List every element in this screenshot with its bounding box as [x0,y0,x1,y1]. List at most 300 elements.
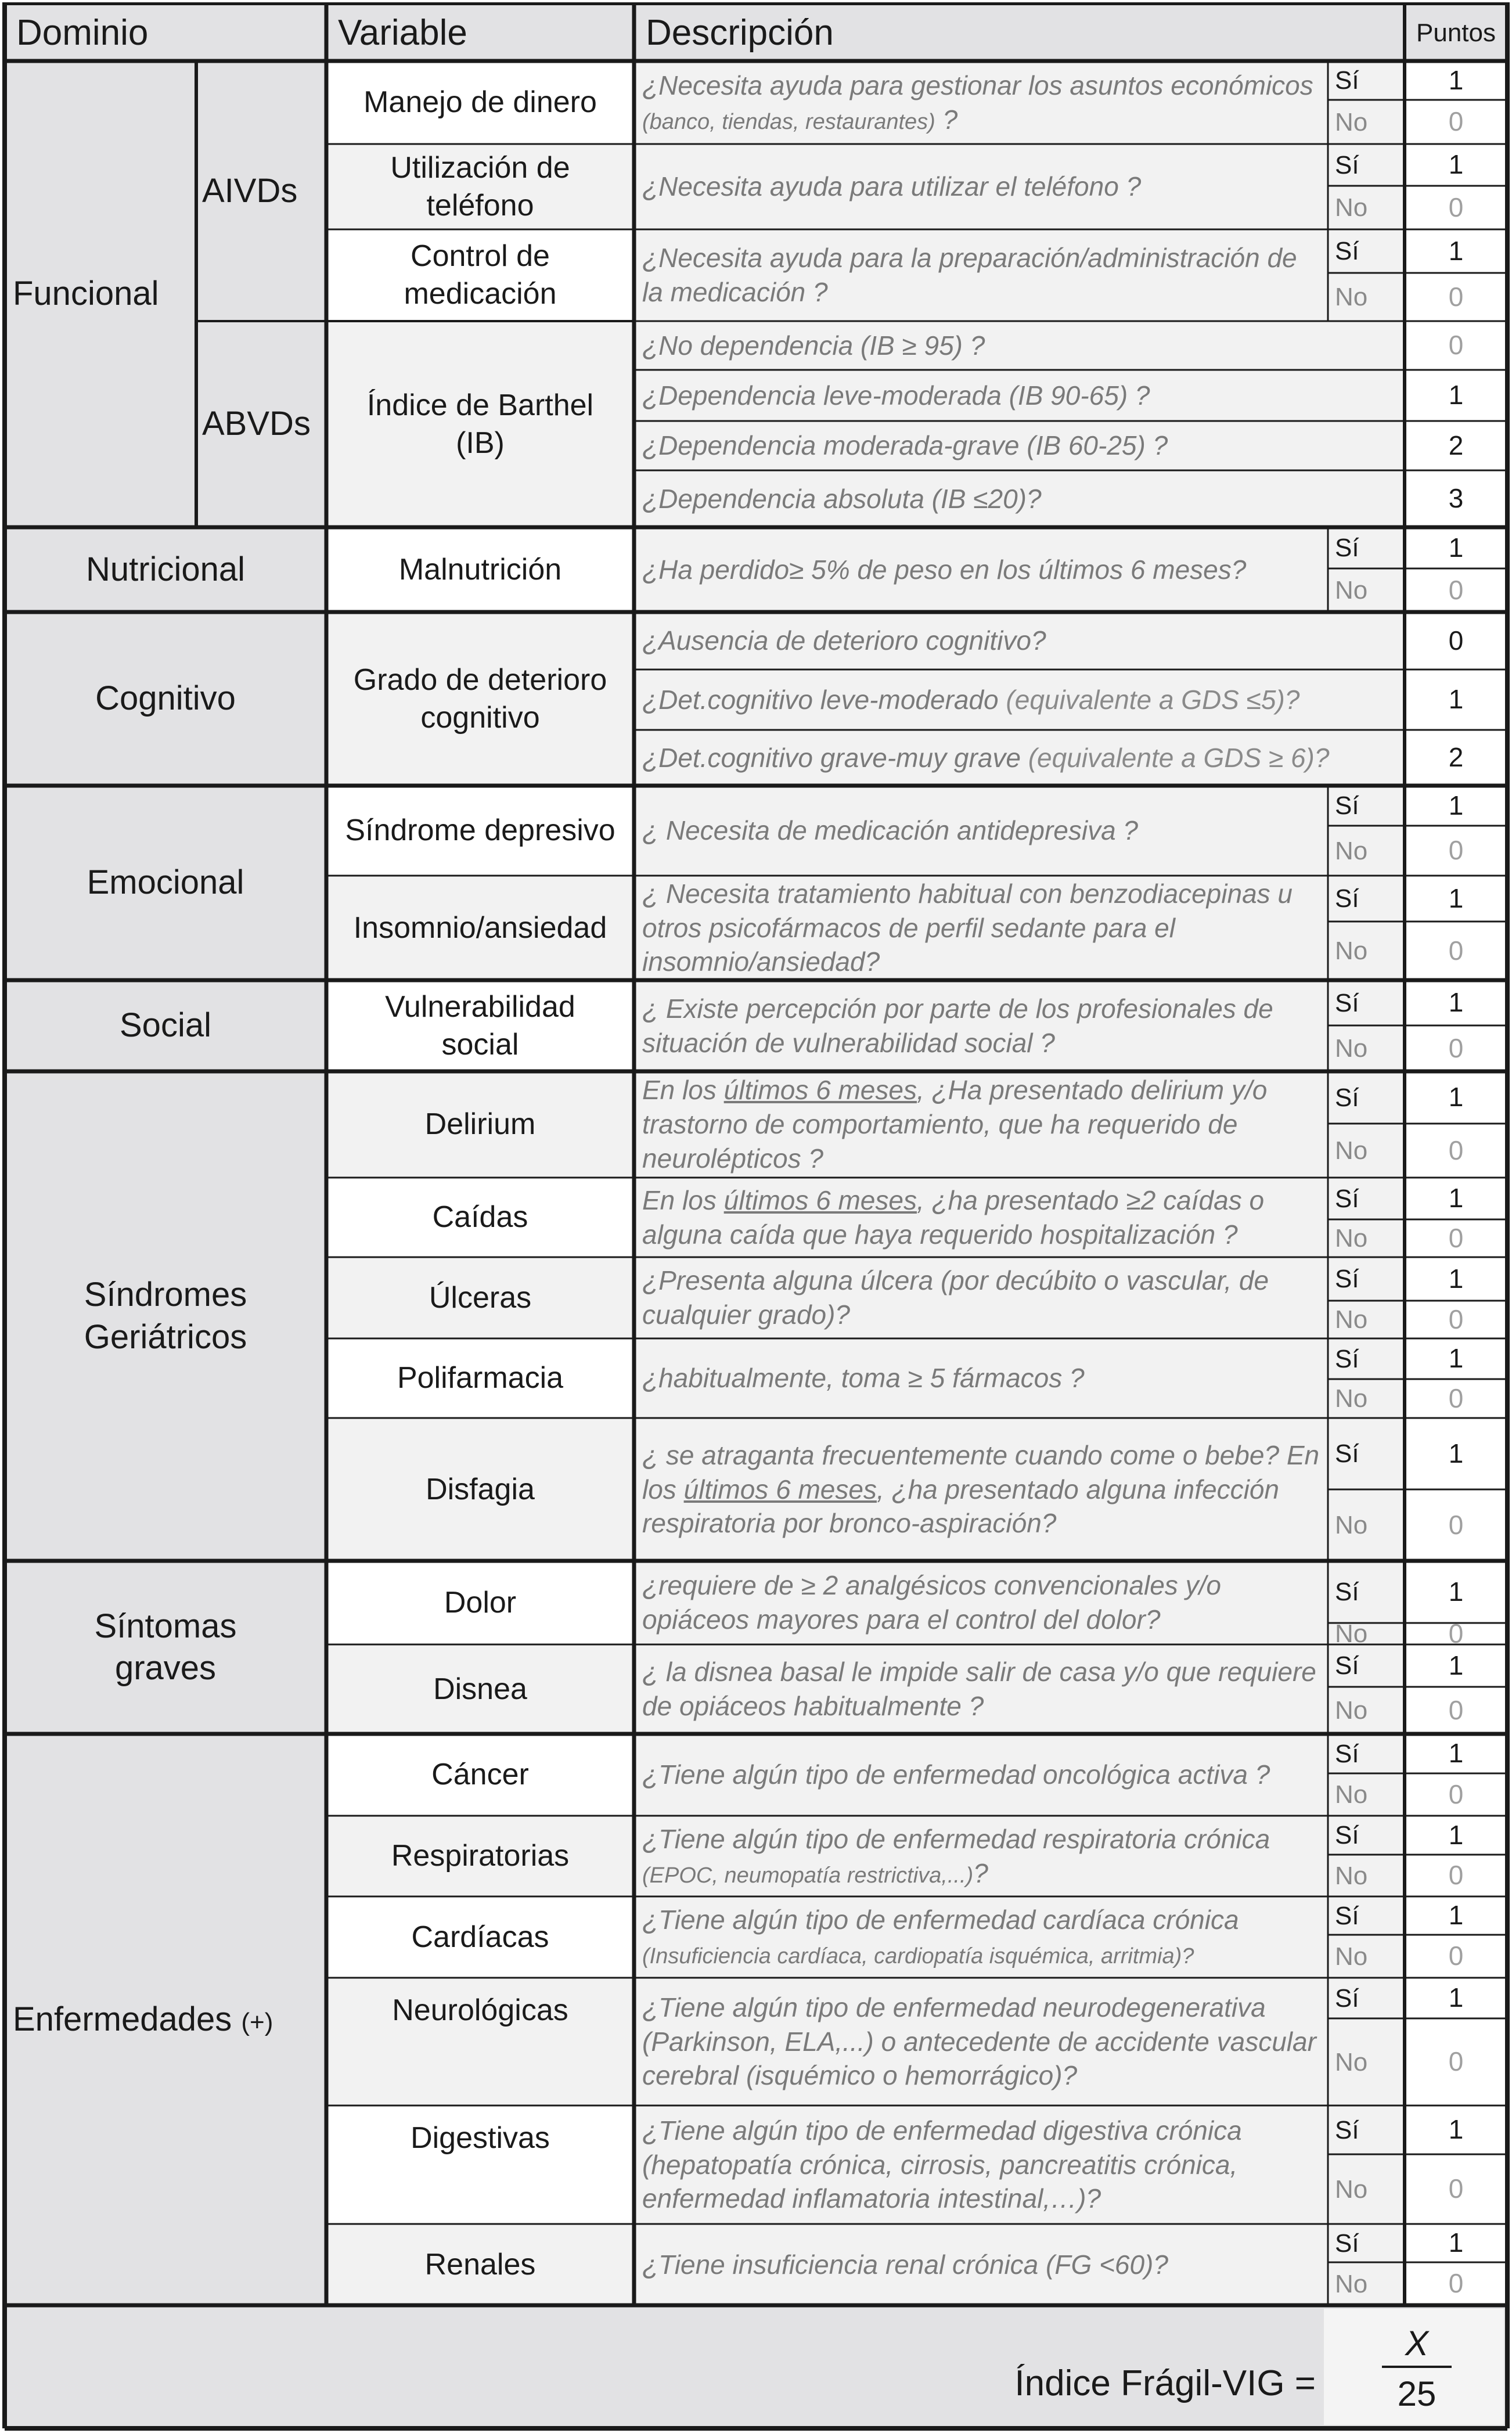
points-no-delirium-text: 0 [1448,1135,1464,1165]
description-polifarmacia [634,1338,1328,1418]
no-label-cancer [1328,1773,1405,1816]
description-ulceras [634,1257,1328,1338]
yes-label-ulceras [1328,1257,1405,1301]
points-yes-polifarmacia-text: 1 [1448,1343,1464,1374]
points-no-polifarmacia-text: 0 [1448,1383,1464,1413]
desc-ib3: ¿Dependencia absoluta (IB ≤20)? [642,483,1042,514]
points-ib2 [1405,421,1507,470]
yes-label-resp-text: Sí [1335,1821,1359,1849]
fraction-numerator [1382,2320,1452,2366]
desc-delirium-b: , ¿Ha presentado delirium y/o trastorno de comportamiento, que ha requerido de neurolépticos ? [642,1075,1268,1174]
desc-digestivas: ¿Tiene algún tipo de enfermedad digestiva crónica (hepatopatía crónica, cirrosis, pancreatitis crónica, enfermedad inflamatoria intestinal,…)? [642,2115,1242,2214]
variable-depresivo-text: Síndrome depresivo [345,814,615,847]
header-variable-text: Variable [338,12,467,53]
points-no-cancer-text: 0 [1448,1779,1464,1809]
no-label-renal [1328,2262,1405,2305]
variable-ulceras-text: Úlceras [429,1280,532,1315]
domain-enfermedades-text: Enfermedades [13,2000,232,2038]
desc-card-b: (Insuficiencia cardíaca, cardiopatía isquémica, arritmia)? [642,1944,1194,1968]
variable-delirium [326,1071,634,1178]
no-label-disfagia [1328,1489,1405,1561]
no-label-antidepresiva-text: No [1335,836,1368,865]
desc-polifarmacia: ¿habitualmente, toma ≥ 5 fármacos ? [642,1363,1085,1394]
variable-telefono-text: Utilización de teléfono [390,150,570,222]
header-descripcion-text: Descripción [646,12,834,53]
points-yes-digestivas-text: 1 [1448,2114,1464,2145]
points-no-resp [1405,1855,1507,1896]
domain-sintomas [5,1561,326,1734]
points-no-caidas-text: 0 [1448,1222,1464,1253]
description-cancer [634,1734,1328,1816]
variable-renales-text: Renales [424,2247,536,2281]
points-no-dolor [1405,1618,1507,1649]
no-label-digestivas-text: No [1335,2175,1368,2204]
points-no-dinero [1405,100,1507,144]
variable-polifarmacia [326,1338,634,1418]
desc-disnea: ¿ la disnea basal le impide salir de casa y/o que requiere de opiáceos habitualmente ? [642,1657,1316,1721]
no-label-telefono [1328,186,1405,229]
header-descripcion [634,5,1405,61]
description-disnea [634,1644,1328,1734]
points-no-medicacion [1405,273,1507,321]
points-yes-delirium [1405,1071,1507,1124]
desc-neuro: ¿Tiene algún tipo de enfermedad neurodegenerativa (Parkinson, ELA,...) o antecedente de accidente vascular cerebral (isquémico o hemorrágico)? [642,1992,1316,2091]
points-yes-dinero [1405,61,1507,100]
points-yes-medicacion [1405,229,1507,273]
variable-medicacion [326,229,634,321]
desc-antidepresiva: ¿ Necesita de medicación antidepresiva ? [642,815,1139,846]
desc-caidas-b: , ¿ha presentado ≥2 caídas o alguna caída que haya requerido hospitalización ? [642,1185,1265,1250]
no-label-resp [1328,1855,1405,1896]
points-no-disnea [1405,1687,1507,1734]
variable-disfagia-text: Disfagia [426,1472,535,1506]
yes-label-polifarmacia [1328,1338,1405,1379]
domain-social [5,980,326,1071]
variable-cancer-text: Cáncer [431,1758,529,1791]
variable-medicacion-text: Control de medicación [404,239,557,311]
points-yes-cancer-text: 1 [1448,1738,1464,1769]
yes-label-disnea [1328,1644,1405,1687]
points-cog2-text: 2 [1448,742,1464,773]
variable-vulnerabilidad-text: Vulnerabilidad social [385,989,575,1061]
points-no-renal-text: 0 [1448,2268,1464,2299]
points-yes-renal [1405,2224,1507,2262]
description-disfagia [634,1418,1328,1561]
yes-label-antidepresiva-text: Sí [1335,791,1359,820]
variable-telefono [326,144,634,229]
points-no-digestivas-text: 0 [1448,2173,1464,2204]
variable-neurologicas-text: Neurológicas [392,1993,568,2027]
desc-benzo: ¿ Necesita tratamiento habitual con benzodiacepinas u otros psicofármacos de perfil sedante para el insomnio/ansiedad? [642,878,1293,977]
desc-cog0: ¿Ausencia de deterioro cognitivo? [642,625,1046,656]
desc-dinero-b: (banco, tiendas, restaurantes) [642,109,935,134]
description-antidepresiva [634,786,1328,876]
points-no-social-text: 0 [1448,1032,1464,1063]
yes-label-disfagia-text: Sí [1335,1439,1359,1468]
yes-label-disfagia [1328,1418,1405,1489]
points-no-medicacion-text: 0 [1448,281,1464,312]
variable-cancer [326,1734,634,1816]
points-yes-dinero-text: 1 [1448,64,1464,95]
desc-ib1: ¿Dependencia leve-moderada (IB 90-65) ? [642,380,1150,411]
footer-label [871,2340,1324,2427]
yes-label-renal-text: Sí [1335,2229,1359,2258]
points-yes-ulceras-text: 1 [1448,1263,1464,1294]
yes-label-caidas-text: Sí [1335,1184,1359,1213]
points-no-antidepresiva [1405,826,1507,876]
points-yes-peso [1405,527,1507,568]
no-label-neuro [1328,2018,1405,2106]
yes-label-medicacion-text: Sí [1335,237,1359,265]
description-social [634,980,1328,1071]
no-label-caidas-text: No [1335,1224,1368,1253]
variable-disnea-text: Disnea [433,1672,527,1706]
desc-cog2a: ¿Det.cognitivo grave-muy grave [642,742,1021,773]
desc-caidas-a: En los [642,1185,717,1215]
desc-disfagia-b: , ¿ha presentado alguna infección respiratoria por bronco-aspiración? [642,1474,1279,1539]
variable-dolor-text: Dolor [444,1585,517,1619]
variable-polifarmacia-text: Polifarmacia [397,1361,564,1395]
no-label-dolor [1328,1619,1405,1648]
points-yes-social-text: 1 [1448,987,1464,1018]
description-cog1 [634,670,1405,730]
points-no-telefono-text: 0 [1448,192,1464,222]
yes-label-resp [1328,1816,1405,1855]
description-renal [634,2224,1328,2305]
desc-disfagia-u: últimos 6 meses [683,1474,877,1505]
points-yes-card [1405,1896,1507,1935]
description-neuro [634,1978,1328,2106]
no-label-peso [1328,568,1405,612]
no-label-medicacion [1328,273,1405,321]
domain-emocional [5,786,326,980]
points-yes-dolor-text: 1 [1448,1576,1464,1607]
variable-renales [326,2224,634,2305]
variable-digestivas-text: Digestivas [411,2121,550,2155]
yes-label-caidas [1328,1178,1405,1219]
description-ib2 [634,421,1405,470]
points-no-digestivas [1405,2154,1507,2224]
description-digestivas [634,2106,1328,2224]
points-no-cancer [1405,1773,1507,1816]
variable-dolor [326,1561,634,1644]
description-dolor [634,1561,1328,1644]
points-no-benzo [1405,922,1507,980]
yes-label-telefono [1328,144,1405,186]
yes-label-telefono-text: Sí [1335,150,1359,179]
points-cog1-text: 1 [1448,684,1464,715]
description-ib3 [634,470,1405,527]
yes-label-polifarmacia-text: Sí [1335,1344,1359,1373]
no-label-dinero-text: No [1335,107,1368,136]
points-no-caidas [1405,1219,1507,1257]
variable-dinero [326,61,634,144]
denominator-text: 25 [1397,2374,1437,2413]
no-label-polifarmacia [1328,1379,1405,1418]
yes-label-renal [1328,2224,1405,2262]
points-ib2-text: 2 [1448,430,1464,460]
points-ib0-text: 0 [1448,330,1464,361]
points-yes-peso-text: 1 [1448,532,1464,563]
points-no-card-text: 0 [1448,1941,1464,1971]
points-ib0 [1405,321,1507,370]
points-no-telefono [1405,186,1507,229]
desc-ib0: ¿No dependencia (IB ≥ 95) ? [642,330,985,361]
desc-dolor: ¿requiere de ≥ 2 analgésicos convencionales y/o opiáceos mayores para el control del dolor? [642,1570,1221,1635]
no-label-dinero [1328,100,1405,144]
points-yes-social [1405,980,1507,1025]
description-telefono [634,144,1328,229]
no-label-resp-text: No [1335,1861,1368,1890]
no-label-disnea-text: No [1335,1696,1368,1725]
header-dominio-text: Dominio [16,12,149,53]
yes-label-social [1328,980,1405,1025]
yes-label-delirium [1328,1071,1405,1124]
yes-label-cancer [1328,1734,1405,1773]
yes-label-benzo-text: Sí [1335,884,1359,913]
desc-cancer: ¿Tiene algún tipo de enfermedad oncológica activa ? [642,1759,1270,1790]
fraction-denominator [1365,2369,1469,2418]
desc-peso: ¿Ha perdido≥ 5% de peso en los últimos 6 meses? [642,554,1247,585]
no-label-benzo-text: No [1335,937,1368,965]
description-cog0 [634,612,1405,670]
variable-delirium-text: Delirium [424,1107,536,1141]
points-no-polifarmacia [1405,1379,1507,1418]
variable-barthel-text: Índice de Barthel (IB) [366,388,594,460]
domain-nutricional-text: Nutricional [86,550,245,588]
points-yes-telefono [1405,144,1507,186]
yes-label-card-text: Sí [1335,1901,1359,1930]
points-yes-digestivas [1405,2106,1507,2154]
variable-vulnerabilidad [326,980,634,1071]
points-yes-dolor [1405,1561,1507,1623]
points-ib3-text: 3 [1448,483,1464,514]
no-label-disnea [1328,1687,1405,1734]
header-variable [326,5,634,61]
domain-sintomas-text: Síntomas graves [94,1607,237,1687]
header-puntos [1405,5,1507,61]
variable-cardiacas-text: Cardíacas [411,1920,549,1954]
yes-label-cancer-text: Sí [1335,1739,1359,1768]
domain-funcional [5,61,196,527]
no-label-dolor-text: No [1335,1619,1368,1648]
points-yes-resp [1405,1816,1507,1855]
footer-label-text: Índice Frágil-VIG = [1014,2363,1316,2404]
description-ib0 [634,321,1405,370]
no-label-card-text: No [1335,1942,1368,1971]
desc-caidas-u: últimos 6 meses [723,1185,917,1215]
no-label-medicacion-text: No [1335,283,1368,311]
variable-depresivo [326,786,634,876]
no-label-telefono-text: No [1335,193,1368,222]
points-no-card [1405,1935,1507,1978]
variable-digestivas [326,2106,634,2224]
variable-malnutricion [326,527,634,612]
desc-dinero-a: ¿Necesita ayuda para gestionar los asuntos económicos [642,70,1313,100]
variable-neurologicas [326,1978,634,2106]
yes-label-neuro [1328,1978,1405,2018]
desc-telefono: ¿Necesita ayuda para utilizar el teléfono ? [642,171,1142,202]
points-yes-disfagia [1405,1418,1507,1489]
description-peso [634,527,1328,612]
points-yes-medicacion-text: 1 [1448,235,1464,266]
no-label-digestivas [1328,2154,1405,2224]
points-yes-card-text: 1 [1448,1900,1464,1931]
yes-label-peso-text: Sí [1335,534,1359,562]
desc-cog1a: ¿Det.cognitivo leve-moderado [642,684,999,715]
domain-sindromes [5,1071,326,1561]
no-label-cancer-text: No [1335,1780,1368,1809]
description-cog2 [634,730,1405,786]
domain-abvds [196,321,326,527]
points-yes-benzo-text: 1 [1448,883,1464,913]
yes-label-neuro-text: Sí [1335,1984,1359,2013]
variable-deterioro [326,612,634,786]
variable-disnea [326,1644,634,1734]
desc-resp-b: (EPOC, neumopatía restrictiva,...) [642,1863,974,1888]
domain-social-text: Social [120,1006,211,1045]
no-label-disfagia-text: No [1335,1511,1368,1539]
no-label-delirium-text: No [1335,1136,1368,1165]
desc-resp-c: ? [973,1858,988,1888]
variable-disfagia [326,1418,634,1561]
numerator-text: X [1405,2323,1429,2363]
points-no-peso [1405,568,1507,612]
points-yes-caidas [1405,1178,1507,1219]
variable-barthel [326,321,634,527]
domain-nutricional [5,527,326,612]
domain-cognitivo [5,612,326,786]
points-ib1-text: 1 [1448,380,1464,411]
points-no-dinero-text: 0 [1448,106,1464,137]
desc-cog1b: (equivalente a GDS ≤5)? [1006,684,1300,715]
no-label-card [1328,1935,1405,1978]
variable-respiratorias-text: Respiratorias [391,1839,570,1873]
no-label-peso-text: No [1335,576,1368,604]
points-yes-telefono-text: 1 [1448,149,1464,180]
points-yes-neuro [1405,1978,1507,2018]
points-yes-disnea [1405,1644,1507,1687]
points-yes-polifarmacia [1405,1338,1507,1379]
variable-insomnio-text: Insomnio/ansiedad [353,910,607,945]
points-yes-renal-text: 1 [1448,2227,1464,2258]
points-cog2 [1405,730,1507,786]
domain-funcional-text: Funcional [13,275,159,313]
points-yes-disfagia-text: 1 [1448,1438,1464,1469]
variable-cardiacas [326,1896,634,1978]
domain-emocional-text: Emocional [87,863,244,902]
desc-delirium-a: En los [642,1075,717,1106]
domain-sindromes-text: Síndromes Geriátricos [84,1276,247,1356]
yes-label-ulceras-text: Sí [1335,1265,1359,1293]
header-puntos-text: Puntos [1416,19,1496,47]
points-yes-antidepresiva-text: 1 [1448,790,1464,820]
variable-deterioro-text: Grado de deterioro cognitivo [353,663,607,735]
points-no-delirium [1405,1124,1507,1178]
points-cog0 [1405,612,1507,670]
no-label-ulceras [1328,1301,1405,1338]
variable-dinero-text: Manejo de dinero [363,85,597,119]
points-ib3 [1405,470,1507,527]
points-no-resp-text: 0 [1448,1860,1464,1891]
points-yes-benzo [1405,876,1507,922]
points-no-social [1405,1025,1507,1071]
variable-caidas-text: Caídas [432,1200,528,1234]
yes-label-peso [1328,527,1405,568]
desc-card-a: ¿Tiene algún tipo de enfermedad cardíaca crónica [642,1905,1239,1935]
points-no-renal [1405,2262,1507,2305]
desc-ulceras: ¿Presenta alguna úlcera (por decúbito o vascular, de cualquier grado)? [642,1265,1269,1330]
points-no-neuro [1405,2018,1507,2106]
variable-caidas [326,1178,634,1257]
no-label-ulceras-text: No [1335,1305,1368,1334]
description-ib1 [634,370,1405,421]
points-yes-ulceras [1405,1257,1507,1301]
points-yes-antidepresiva [1405,786,1507,826]
desc-social: ¿ Existe percepción por parte de los profesionales de situación de vulnerabilidad social ? [642,993,1273,1058]
points-no-ulceras-text: 0 [1448,1304,1464,1334]
points-no-disnea-text: 0 [1448,1694,1464,1725]
yes-label-digestivas-text: Sí [1335,2115,1359,2144]
enfermedades-plus: (+) [241,2007,273,2036]
domain-aivds [196,61,326,321]
desc-ib2: ¿Dependencia moderada-grave (IB 60-25) ? [642,430,1168,461]
no-label-caidas [1328,1219,1405,1257]
yes-label-dinero-text: Sí [1335,66,1359,95]
no-label-delirium [1328,1124,1405,1178]
yes-label-dolor-text: Sí [1335,1578,1359,1606]
no-label-benzo [1328,922,1405,980]
points-no-neuro-text: 0 [1448,2046,1464,2077]
domain-cognitivo-text: Cognitivo [95,679,236,718]
yes-label-dinero [1328,61,1405,100]
points-yes-cancer [1405,1734,1507,1773]
points-cog0-text: 0 [1448,625,1464,656]
points-no-benzo-text: 0 [1448,935,1464,966]
yes-label-disnea-text: Sí [1335,1651,1359,1680]
description-dinero [634,61,1328,144]
variable-respiratorias [326,1816,634,1896]
no-label-renal-text: No [1335,2269,1368,2298]
desc-resp-a: ¿Tiene algún tipo de enfermedad respiratoria crónica [642,1823,1270,1854]
points-no-antidepresiva-text: 0 [1448,835,1464,866]
points-yes-resp-text: 1 [1448,1819,1464,1850]
description-caidas [634,1178,1328,1257]
yes-label-benzo [1328,876,1405,922]
yes-label-antidepresiva [1328,786,1405,826]
yes-label-digestivas [1328,2106,1405,2154]
points-yes-caidas-text: 1 [1448,1183,1464,1214]
points-no-peso-text: 0 [1448,574,1464,605]
description-benzo [634,876,1328,980]
yes-label-medicacion [1328,229,1405,273]
description-card [634,1896,1328,1978]
points-no-ulceras [1405,1301,1507,1338]
yes-label-social-text: Sí [1335,988,1359,1017]
description-medicacion [634,229,1328,321]
desc-dinero-c: ? [942,104,958,135]
desc-cog2b: (equivalente a GDS ≥ 6)? [1028,742,1330,773]
points-no-dolor-text: 0 [1448,1618,1464,1649]
no-label-social-text: No [1335,1034,1368,1063]
yes-label-delirium-text: Sí [1335,1083,1359,1112]
no-label-neuro-text: No [1335,2047,1368,2076]
points-no-disfagia-text: 0 [1448,1509,1464,1540]
header-dominio [5,5,326,61]
domain-abvds-text: ABVDs [202,405,311,443]
no-label-polifarmacia-text: No [1335,1384,1368,1413]
description-resp [634,1816,1328,1896]
